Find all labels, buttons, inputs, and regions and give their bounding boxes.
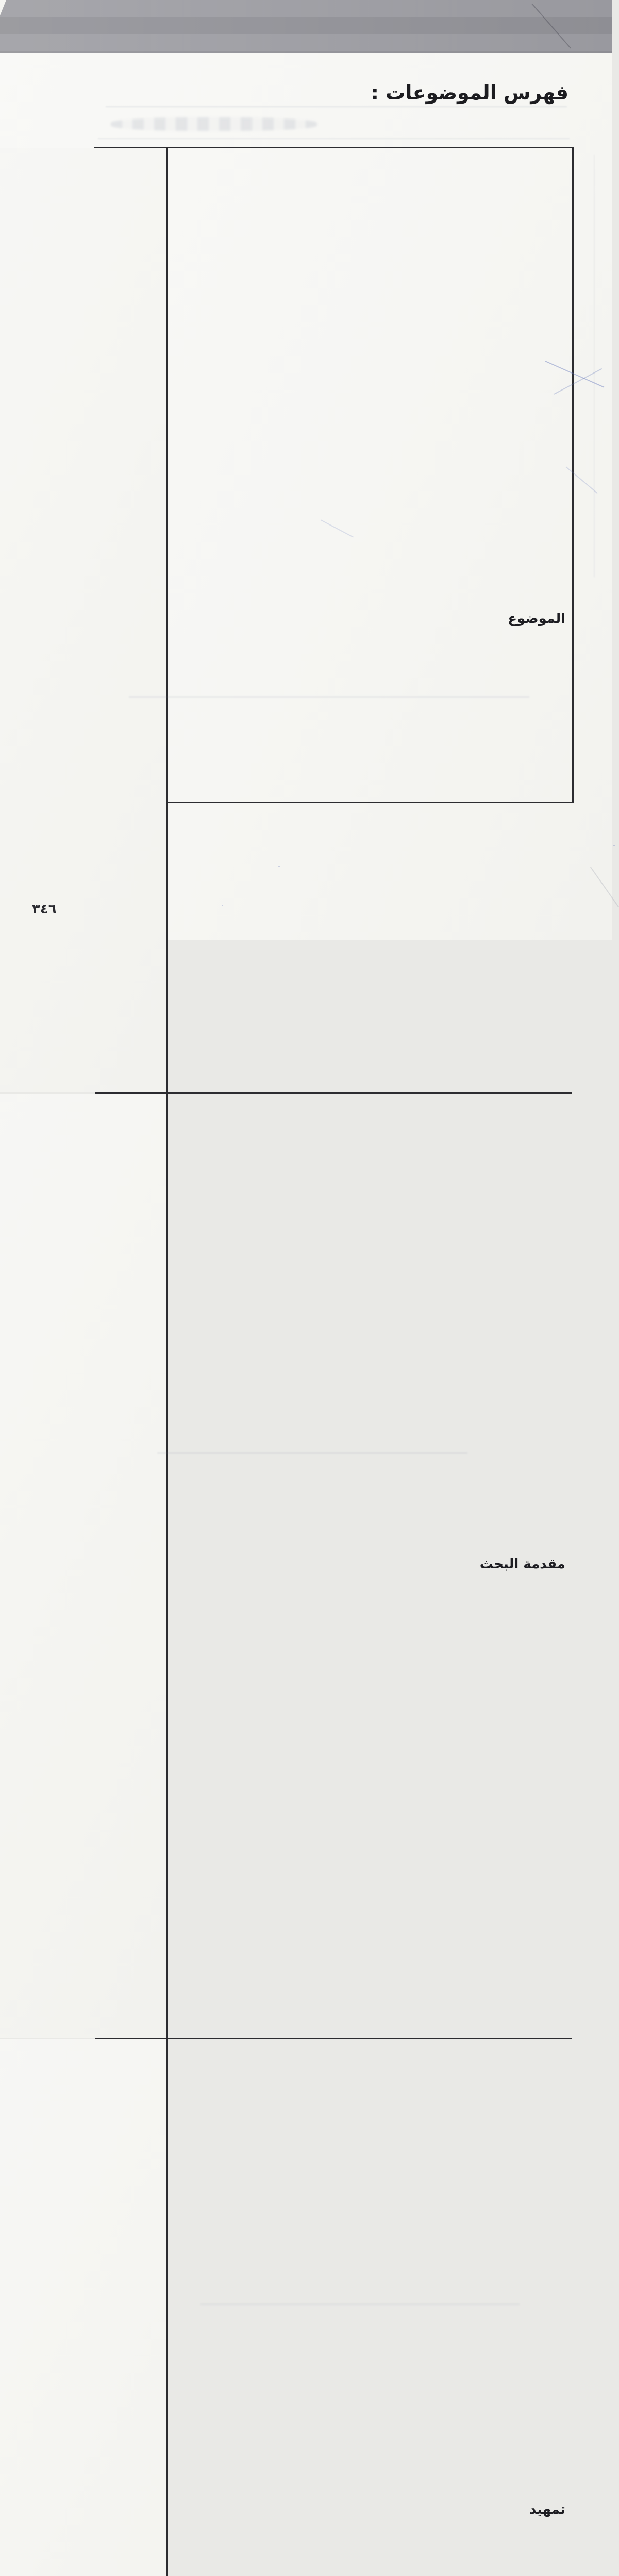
- toc-header-topic: الموضوع: [166, 148, 572, 1092]
- toc-header-row: [95, 148, 572, 1092]
- toc-page-number: [0, 2039, 166, 2576]
- scan-edge-band: [0, 0, 612, 53]
- toc-page-number: [0, 1094, 166, 2038]
- page-number: ٣٤٦: [32, 902, 57, 917]
- toc-topic: مقدمة البحث: [166, 1094, 572, 2038]
- scan-artifact: [98, 138, 570, 139]
- scan-artifact: [613, 845, 615, 846]
- page-title: فهرس الموضوعات :: [371, 81, 568, 104]
- toc-topic: تمهيد: [166, 2039, 572, 2576]
- toc-table: [94, 147, 574, 2517]
- scan-artifact: [111, 117, 317, 131]
- toc-row: [95, 1092, 572, 2038]
- toc-row: [95, 2038, 572, 2576]
- scan-artifact: [590, 867, 619, 907]
- toc-header-page: [0, 148, 166, 1092]
- scan-artifact: [594, 155, 595, 577]
- scan-artifact: [106, 106, 567, 107]
